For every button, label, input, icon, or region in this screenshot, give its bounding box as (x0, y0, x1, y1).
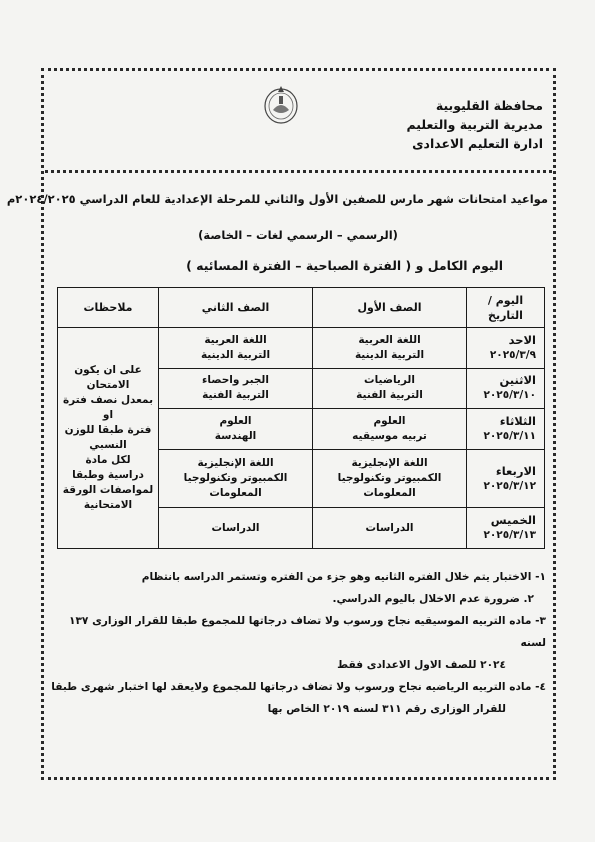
grade2-subjects (159, 328, 313, 369)
table-row (58, 328, 545, 369)
notes-line: الامتحان (86, 379, 130, 391)
directorate-name: مديرية التربية والتعليم (406, 117, 543, 132)
header-day-date: اليوم / التاريخ (467, 288, 545, 328)
note-3: ٣- ماده التربيه الموسيقيه نجاح ورسوب ولا تضاف درجاتها للمجموع طبقا للقرار الوزارى ١٣٧ لسنه (68, 615, 546, 649)
day-cell (467, 508, 545, 549)
day-cell (467, 409, 545, 450)
day-date: ٢٠٢٥/٣/٩ (489, 348, 536, 361)
note-2: ٢. ضرورة عدم الاخلال باليوم الدراسي. (332, 593, 534, 605)
day-date: ٢٠٢٥/٣/١٢ (483, 479, 536, 492)
note-1: ١- الاختبار يتم خلال الفتره الثانيه وهو جزء من الفتره وتستمر الدراسه بانتظام (141, 571, 546, 583)
subject: تربيه موسيقيه (352, 429, 427, 442)
subject: التربية الدينية (354, 348, 425, 361)
school-day-periods: اليوم الكامل و ( الفترة الصباحية – الفترة المسائيه ) (186, 258, 503, 273)
subject: التربية الفنية (202, 389, 269, 402)
grade2-subjects (159, 449, 313, 508)
day-cell (467, 368, 545, 409)
note-4-cont: للقرار الوزارى رقم ٣١١ لسنه ٢٠١٩ الخاص بها (267, 703, 506, 715)
grade1-subjects (313, 508, 467, 549)
grade1-subjects (313, 328, 467, 369)
note-3-cont: ٢٠٢٤ للصف الاول الاعدادى فقط (337, 659, 506, 671)
day-name: الاربعاء (495, 463, 536, 478)
header-divider (45, 170, 552, 173)
subject: التربية الفنية (356, 389, 423, 402)
grade2-subjects (159, 508, 313, 549)
notes-line: فترة طبقا للوزن النسبي (64, 424, 152, 451)
notes-line: لكل مادة (85, 454, 131, 466)
subject: التربية الدينية (200, 348, 271, 361)
day-cell (467, 328, 545, 369)
header-grade1: الصف الأول (313, 288, 467, 328)
table-header-row (58, 288, 545, 328)
grade2-subjects (159, 409, 313, 450)
governorate-name: محافظة القليوبية (435, 98, 543, 113)
subject: الدراسات (211, 521, 260, 534)
notes-line: لمواصفات الورقة (62, 484, 154, 496)
subject: الدراسات (365, 521, 414, 534)
notes-line: على ان يكون (74, 364, 142, 376)
schools-types: (الرسمي – الرسمي لغات – الخاصة) (198, 228, 398, 242)
day-date: ٢٠٢٥/٣/١٣ (483, 529, 536, 542)
subject: اللغة العربية (204, 333, 267, 346)
day-name: الاثنين (499, 373, 536, 388)
note-4: ٤- ماده التربيه الرياضيه نجاح ورسوب ولا تضاف درجاتها للمجموع ولايعقد لها اختبار شهرى طبقا (51, 681, 546, 693)
directorate-header (406, 96, 543, 153)
ministry-seal-icon (260, 82, 302, 126)
day-cell (467, 449, 545, 508)
subject: اللغة الإنجليزية (351, 457, 428, 469)
grade1-subjects (313, 368, 467, 409)
grade1-subjects (313, 449, 467, 508)
day-name: الاحد (508, 332, 536, 347)
administration-name: ادارة التعليم الاعدادى (412, 136, 543, 151)
day-date: ٢٠٢٥/٣/١١ (483, 429, 536, 442)
subject: الكمبيوتر وتكنولوجيا المعلومات (337, 472, 442, 499)
day-name: الخميس (490, 513, 536, 528)
subject: الجبر واحصاء (202, 374, 269, 387)
grade2-subjects (159, 368, 313, 409)
notes-line: دراسية وطبقا (72, 469, 144, 481)
notes-list (50, 566, 546, 720)
header-notes: ملاحظات (58, 288, 159, 328)
day-date: ٢٠٢٥/٣/١٠ (483, 389, 536, 402)
notes-line: بمعدل نصف فترة او (62, 394, 154, 421)
subject: الرياضيات (364, 374, 415, 387)
header-grade2: الصف الثاني (159, 288, 313, 328)
exam-schedule-table (57, 287, 545, 549)
day-name: الثلاثاء (499, 413, 536, 428)
grade1-subjects (313, 409, 467, 450)
document-title: مواعيد امتحانات شهر مارس للصفين الأول والثاني للمرحلة الإعدادية للعام الدراسي ٢٠٢٤/٢٠٢٥م (6, 192, 548, 206)
subject: اللغة العربية (358, 333, 421, 346)
subject: الهندسة (214, 429, 257, 442)
subject: الكمبيوتر وتكنولوجيا المعلومات (183, 472, 288, 499)
notes-line: الامتحانية (83, 499, 133, 511)
subject: العلوم (219, 414, 252, 427)
subject: العلوم (373, 414, 406, 427)
subject: اللغة الإنجليزية (197, 457, 274, 469)
notes-cell (58, 328, 159, 549)
